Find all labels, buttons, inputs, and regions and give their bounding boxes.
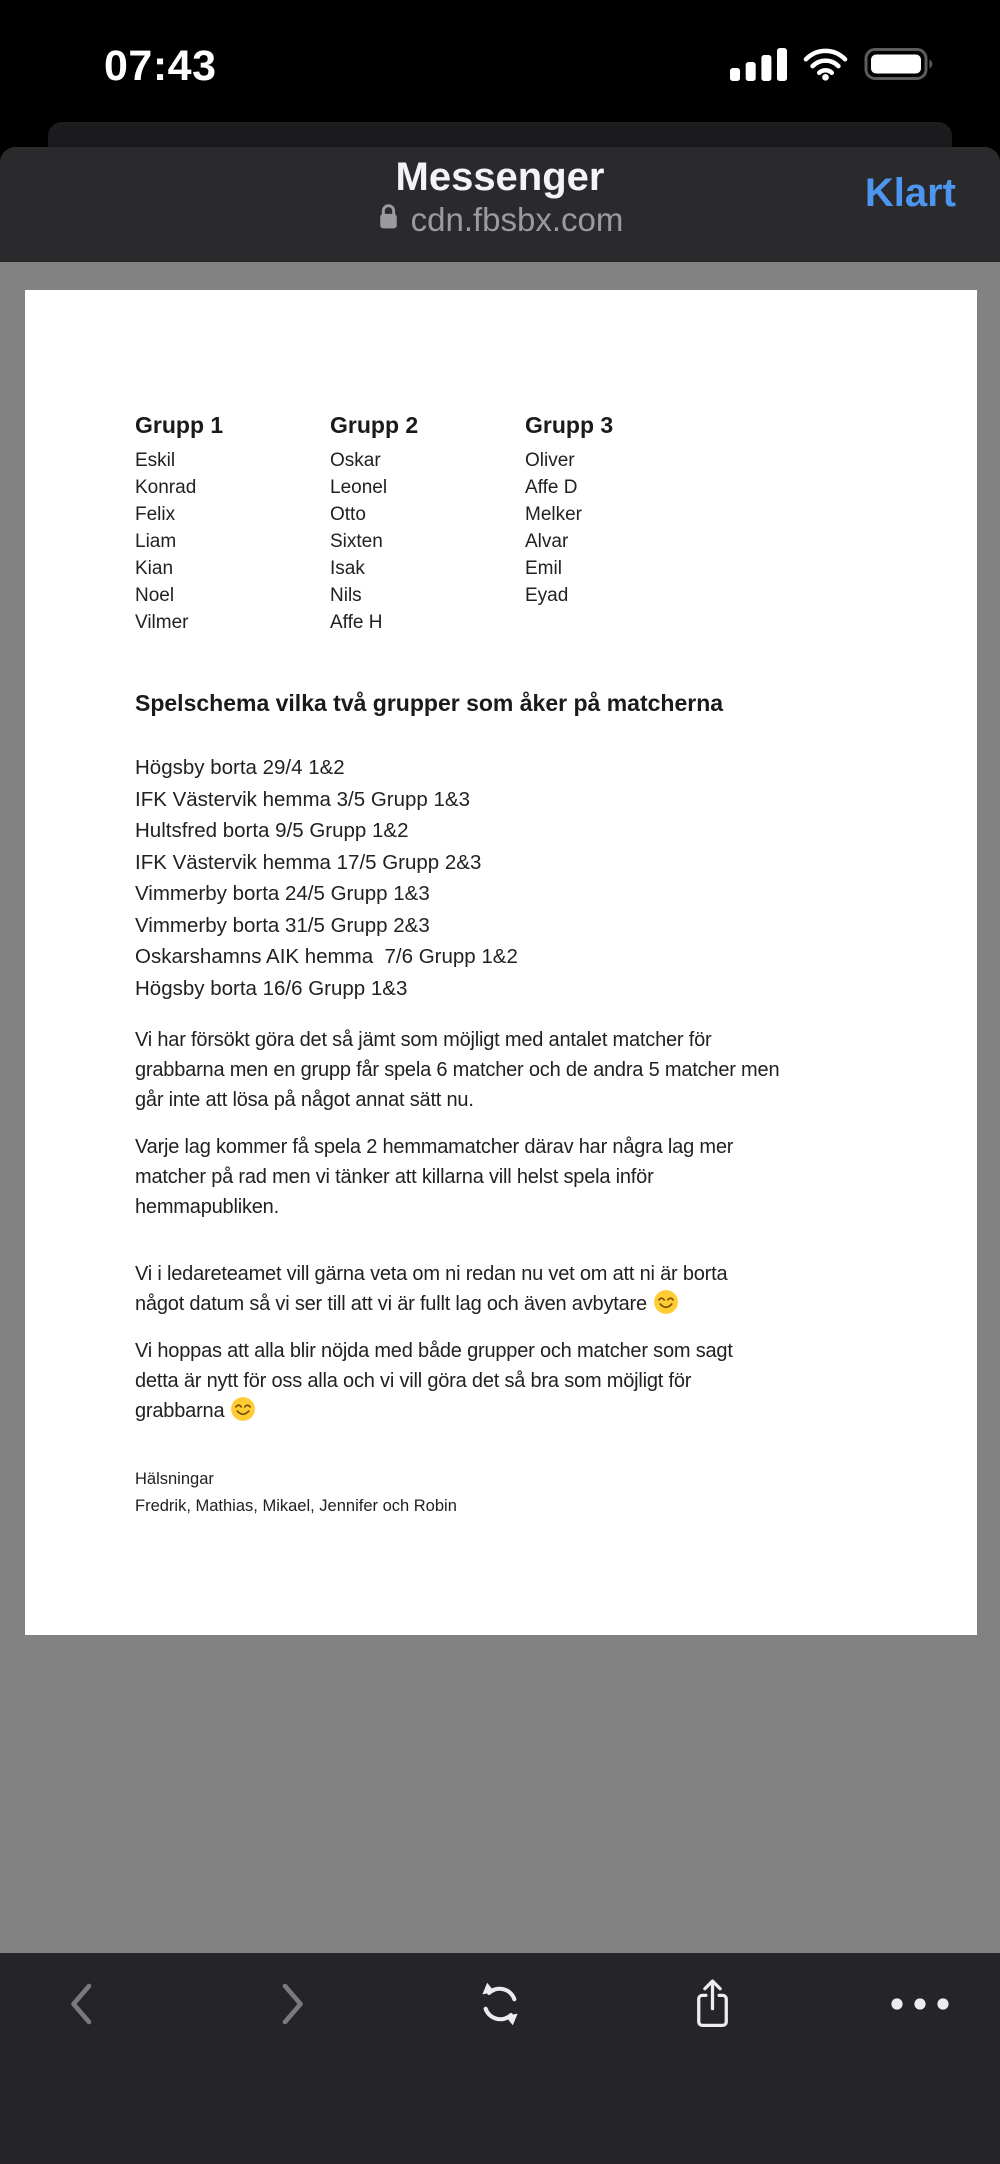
schedule-line: IFK Västervik hemma 17/5 Grupp 2&3: [135, 850, 482, 874]
smiling-face-emoji: [230, 1396, 256, 1422]
paragraph: [135, 1025, 780, 1115]
cellular-signal-icon: [730, 47, 787, 86]
group-member: Emil: [525, 558, 562, 579]
document-scroll-area[interactable]: [0, 262, 1000, 1953]
group-member: Leonel: [330, 477, 388, 498]
share-button[interactable]: [674, 1967, 750, 2043]
group-member: Affe D: [525, 477, 578, 498]
browser-toolbar: [0, 1953, 1000, 2164]
paragraph: [135, 1132, 780, 1222]
chevron-left-icon: [67, 1982, 94, 2029]
paragraph: [135, 1336, 780, 1426]
group-title: Grupp 2: [330, 412, 419, 438]
back-button[interactable]: [42, 1967, 118, 2043]
group-member: Sixten: [330, 531, 383, 552]
group-member: Oskar: [330, 450, 381, 471]
schedule-line: Vimmerby borta 31/5 Grupp 2&3: [135, 913, 430, 937]
group-member: Melker: [525, 504, 583, 525]
paragraph-text: Vi har försökt göra det så jämt som möjligt med antalet matcher för grabbarna men en grupp får spela 6 matcher och de andra 5 matcher men går inte att lösa på något annat sätt nu.: [135, 1029, 780, 1111]
signature-line: Hälsningar: [135, 1470, 214, 1488]
ellipsis-icon: [889, 1997, 951, 2014]
schedule-line: Hultsfred borta 9/5 Grupp 1&2: [135, 819, 409, 842]
group-member: Affe H: [330, 612, 383, 633]
app-title: Messenger: [395, 155, 605, 199]
signature-block: [135, 1466, 867, 1520]
signature-line: Fredrik, Mathias, Mikael, Jennifer och Robin: [135, 1497, 457, 1515]
browser-header: [0, 147, 1000, 262]
more-button[interactable]: [882, 1967, 958, 2043]
group-member: Isak: [330, 558, 365, 579]
schedule-line: Oskarshamns AIK hemma 7/6 Grupp 1&2: [135, 945, 518, 968]
paragraph-text: Vi i ledareteamet vill gärna veta om ni redan nu vet om att ni är borta något datum så vi ser till att vi är fullt lag och även avbytare: [135, 1263, 728, 1315]
paragraph-text: Vi hoppas att alla blir nöjda med både grupper och matcher som sagt detta är nytt för oss alla och vi vill göra det så bra som möjligt för grabbarna: [135, 1340, 733, 1422]
smiling-face-emoji: [653, 1289, 679, 1315]
group-member: Alvar: [525, 531, 569, 552]
schedule-line: Högsby borta 29/4 1&2: [135, 756, 345, 779]
in-app-browser-sheet: [0, 147, 1000, 2164]
group-title: Grupp 1: [135, 412, 224, 438]
group-column-3: [525, 411, 720, 636]
group-member-list: [135, 447, 330, 636]
group-member: Otto: [330, 504, 366, 525]
status-bar-icons: [730, 47, 934, 86]
group-member-list: [330, 447, 525, 636]
schedule-line: Högsby borta 16/6 Grupp 1&3: [135, 976, 408, 1000]
group-member: Konrad: [135, 477, 197, 498]
status-bar-time: 07:43: [104, 42, 217, 90]
paragraph: [135, 1259, 780, 1319]
group-member: Eskil: [135, 450, 176, 471]
group-member: Vilmer: [135, 612, 189, 633]
lock-icon: [377, 201, 400, 239]
schedule-line: IFK Västervik hemma 3/5 Grupp 1&3: [135, 787, 470, 811]
schedule-heading: Spelschema vilka två grupper som åker på matcherna: [135, 690, 724, 716]
forward-button[interactable]: [255, 1967, 331, 2043]
group-column-2: [330, 411, 525, 636]
refresh-icon: [475, 1979, 525, 2032]
group-member-list: [525, 447, 720, 609]
url-host: cdn.fbsbx.com: [410, 201, 624, 238]
group-column-1: [135, 411, 330, 636]
group-member: Oliver: [525, 450, 575, 471]
group-member: Kian: [135, 558, 174, 579]
url-bar: [0, 201, 1000, 239]
group-member: Felix: [135, 504, 176, 525]
paragraph-text: Varje lag kommer få spela 2 hemmamatcher därav har några lag mer matcher på rad men vi tänker att killarna vill helst spela inför hemmapubliken.: [135, 1136, 734, 1218]
groups-row: [135, 411, 867, 636]
schedule-line: Vimmerby borta 24/5 Grupp 1&3: [135, 882, 430, 905]
refresh-button[interactable]: [462, 1967, 538, 2043]
schedule-list: [135, 752, 867, 1004]
group-title: Grupp 3: [525, 412, 614, 438]
wifi-icon: [802, 47, 849, 86]
done-button[interactable]: Klart: [864, 171, 956, 215]
share-icon: [692, 1977, 733, 2033]
battery-icon: [864, 47, 934, 86]
group-member: Eyad: [525, 585, 569, 606]
group-member: Nils: [330, 585, 362, 606]
group-member: Noel: [135, 585, 175, 606]
document-page: [25, 290, 977, 1635]
group-member: Liam: [135, 531, 177, 552]
chevron-right-icon: [280, 1982, 307, 2029]
